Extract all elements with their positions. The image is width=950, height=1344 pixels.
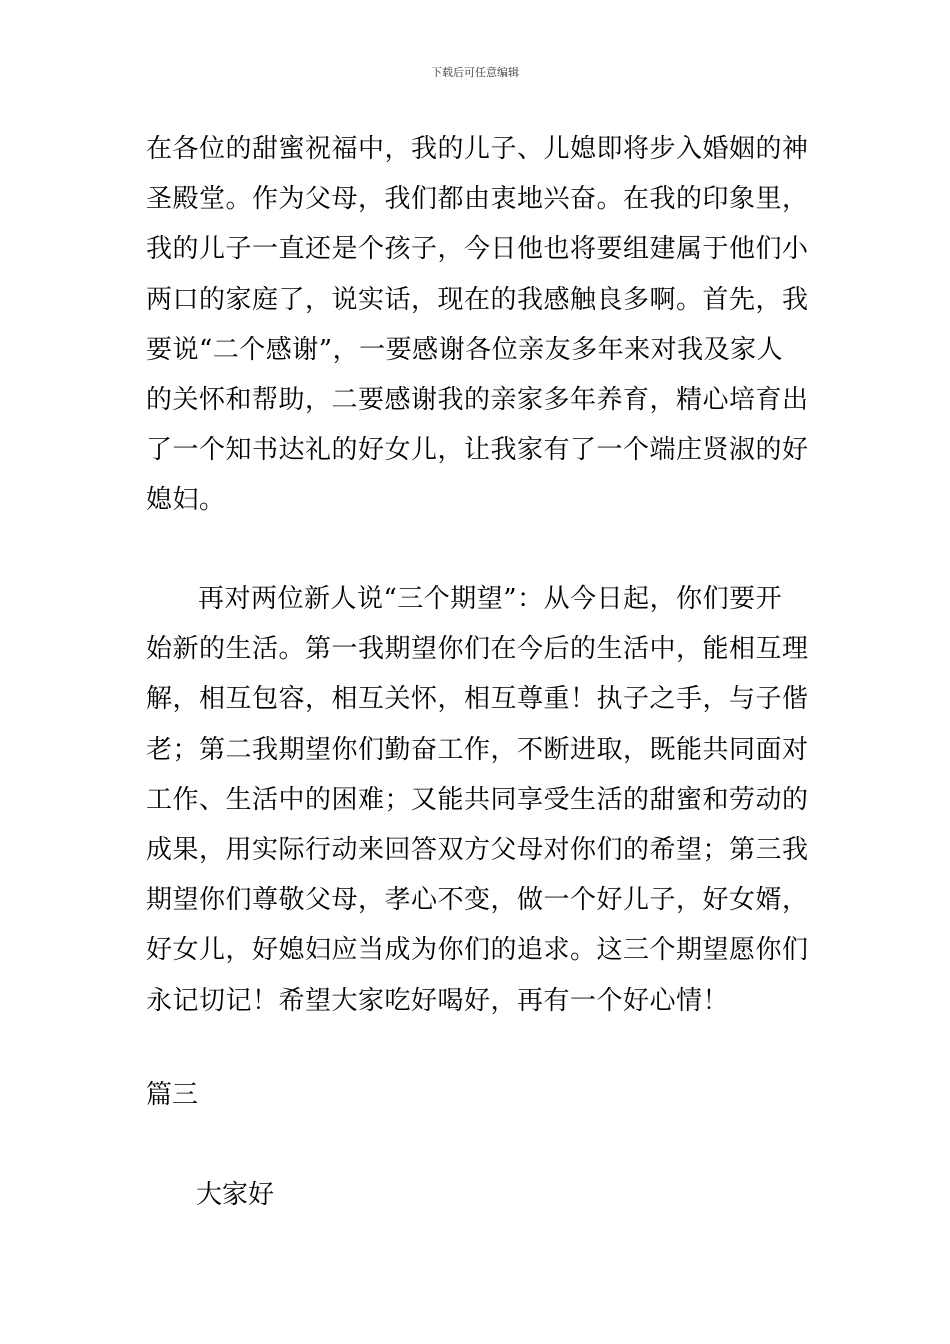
paragraph-line: 媳妇。 — [146, 485, 226, 516]
paragraph-line: 要说“二个感谢”，一要感谢各位亲友多年来对我及家人 — [146, 334, 784, 365]
paragraph-line: 再对两位新人说“三个期望”：从今日起，你们要开 — [198, 584, 783, 614]
section-title: 篇三 — [146, 1080, 199, 1110]
paragraph-line: 两口的家庭了，说实话，现在的我感触良多啊。首先，我 — [146, 284, 809, 315]
paragraph-line: 了一个知书达礼的好女儿，让我家有了一个端庄贤淑的好 — [146, 435, 809, 466]
greeting-text: 大家好 — [196, 1180, 275, 1210]
paragraph-line: 工作、生活中的困难；又能共同享受生活的甜蜜和劳动的 — [146, 784, 809, 815]
paragraph-line: 解，相互包容，相互关怀，相互尊重！执子之手，与子偕 — [146, 684, 809, 715]
paragraph-line: 成果，用实际行动来回答双方父母对你们的希望；第三我 — [146, 835, 809, 866]
paragraph-line: 期望你们尊敬父母，孝心不变，做一个好儿子，好女婿， — [146, 885, 809, 916]
paragraph-line: 始新的生活。第一我期望你们在今后的生活中，能相互理 — [146, 634, 809, 665]
paragraph-line: 好女儿，好媳妇应当成为你们的追求。这三个期望愿你们 — [146, 935, 809, 966]
paragraph-line: 我的儿子一直还是个孩子，今日他也将要组建属于他们小 — [146, 234, 809, 265]
speech-paragraph-2 — [146, 574, 814, 1026]
speech-paragraph-1 — [146, 124, 814, 526]
paragraph-line: 的关怀和帮助，二要感谢我的亲家多年养育，精心培育出 — [146, 385, 809, 416]
paragraph-line: 永记切记！希望大家吃好喝好，再有一个好心情！ — [146, 985, 730, 1016]
paragraph-line: 圣殿堂。作为父母，我们都由衷地兴奋。在我的印象里， — [146, 184, 809, 215]
paragraph-line: 在各位的甜蜜祝福中，我的儿子、儿媳即将步入婚姻的神 — [146, 134, 809, 164]
page-header: 下载后可任意编辑 — [431, 66, 519, 79]
paragraph-line: 老；第二我期望你们勤奋工作，不断进取，既能共同面对 — [146, 734, 809, 765]
